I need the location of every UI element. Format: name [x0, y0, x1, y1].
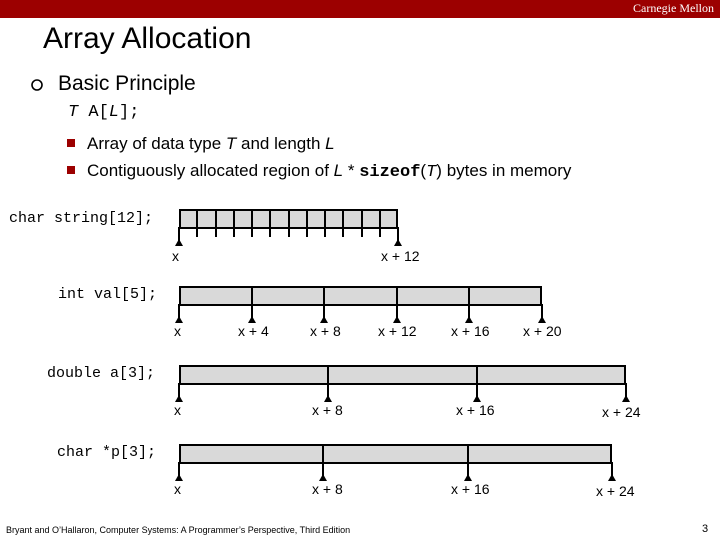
char-p-addr-3: x + 24: [596, 483, 635, 499]
square-bullet-icon: [67, 139, 75, 147]
int-val-address-arrow: [538, 316, 546, 323]
brand-label: Carnegie Mellon: [633, 1, 714, 15]
int-val-memory-block: [179, 286, 542, 306]
char-string-cell-divider: [269, 209, 271, 237]
char-string-addr-end: x + 12: [381, 248, 420, 264]
principle-heading: Basic Principle: [58, 72, 196, 95]
double-a-addr-0: x: [174, 402, 181, 418]
char-string-addr-start: x: [172, 248, 179, 264]
char-p-address-arrow: [319, 474, 327, 481]
char-p-address-arrow: [608, 474, 616, 481]
int-val-addr-1: x + 4: [238, 323, 269, 339]
double-a-address-arrow: [622, 395, 630, 402]
decl-end: ];: [119, 103, 140, 122]
int-val-address-arrow: [248, 316, 256, 323]
int-val-addr-0: x: [174, 323, 181, 339]
char-p-memory-block: [179, 444, 612, 464]
char-p-address-arrow: [175, 474, 183, 481]
double-a-addr-1: x + 8: [312, 402, 343, 418]
array-declaration: [68, 103, 139, 122]
char-p-decl: char *p[3];: [57, 444, 157, 461]
int-val-addr-3: x + 12: [378, 323, 417, 339]
char-string-cell-divider: [196, 209, 198, 237]
char-string-cell-divider: [361, 209, 363, 237]
decl-length: L: [108, 103, 120, 122]
char-string-cell-divider: [215, 209, 217, 237]
char-string-cell-divider: [233, 209, 235, 237]
char-string-cell-divider: [379, 209, 381, 237]
int-val-address-arrow: [320, 316, 328, 323]
char-string-decl: char string[12];: [9, 210, 154, 227]
char-string-cell-divider: [306, 209, 308, 237]
int-val-address-arrow: [465, 316, 473, 323]
sub-bullet-type-length: Array of data type T and length L: [67, 134, 335, 154]
header-bar: [0, 0, 720, 18]
footer-citation: Bryant and O’Hallaron, Computer Systems: A Programmer’s Perspective, Third Edition: [6, 525, 351, 535]
char-string-cell-divider: [342, 209, 344, 237]
char-p-addr-2: x + 16: [451, 481, 490, 497]
int-val-address-arrow: [393, 316, 401, 323]
decl-name: A[: [78, 103, 109, 122]
double-a-addr-3: x + 24: [602, 404, 641, 420]
char-p-addr-1: x + 8: [312, 481, 343, 497]
char-string-cell-divider: [251, 209, 253, 237]
double-a-addr-2: x + 16: [456, 402, 495, 418]
double-a-address-arrow: [175, 395, 183, 402]
sub-bullet-contiguous: Contiguously allocated region of L * sizeof(T) bytes in memory: [67, 161, 571, 182]
int-val-decl: int val[5];: [58, 286, 158, 303]
double-a-address-arrow: [324, 395, 332, 402]
bullet-ring-icon: [30, 78, 44, 95]
int-val-addr-5: x + 20: [523, 323, 562, 339]
char-string-address-arrow: [394, 239, 402, 246]
double-a-decl: double a[3];: [47, 365, 156, 382]
page-number: 3: [702, 523, 709, 535]
int-val-addr-2: x + 8: [310, 323, 341, 339]
double-a-memory-block: [179, 365, 626, 385]
double-a-address-arrow: [473, 395, 481, 402]
char-string-address-arrow: [175, 239, 183, 246]
char-p-address-arrow: [464, 474, 472, 481]
slide-title: Array Allocation: [43, 22, 252, 55]
char-string-cell-divider: [288, 209, 290, 237]
decl-type: T: [68, 103, 79, 122]
char-p-addr-0: x: [174, 481, 181, 497]
char-string-cell-divider: [324, 209, 326, 237]
int-val-address-arrow: [175, 316, 183, 323]
int-val-addr-4: x + 16: [451, 323, 490, 339]
square-bullet-icon: [67, 166, 75, 174]
